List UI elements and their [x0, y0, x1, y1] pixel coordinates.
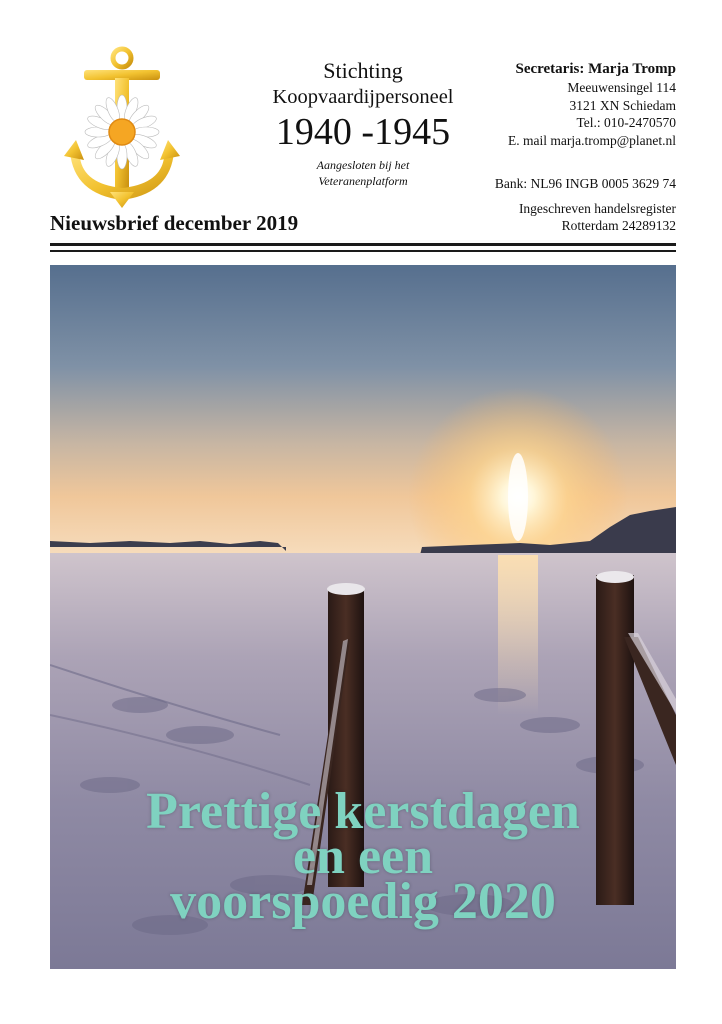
- register-line2: Rotterdam 24289132: [561, 218, 676, 233]
- secretary-name: Secretaris: Marja Tromp: [515, 61, 676, 77]
- contact-block: [508, 60, 676, 149]
- bank-account: Bank: NL96 INGB 0005 3629 74: [494, 176, 676, 191]
- affiliation-line2: Veteranenplatform: [318, 174, 408, 188]
- greeting-line1: Prettige kerstdagen: [146, 783, 580, 840]
- greeting-line3: voorspoedig 2020: [170, 873, 556, 930]
- affiliation-line1: Aangesloten bij het: [316, 158, 410, 172]
- contact-email[interactable]: E. mail marja.tromp@planet.nl: [507, 132, 676, 148]
- contact-street: Meeuwensingel 114: [567, 80, 676, 95]
- header-divider-thin: [50, 250, 676, 252]
- organization-header: [238, 58, 488, 189]
- cover-photo-frozen-lake: [50, 265, 676, 969]
- trade-register: [519, 200, 676, 234]
- org-years: 1940 -1945: [275, 111, 451, 153]
- register-line1: Ingeschreven handelsregister: [518, 201, 676, 216]
- christmas-greeting: [50, 783, 676, 930]
- newsletter-issue-title: Nieuwsbrief december 2019: [50, 211, 299, 235]
- greeting-line2: en een: [292, 828, 434, 885]
- contact-city: 3121 XN Schiedam: [569, 97, 676, 113]
- org-name-line2: Koopvaardijpersoneel: [272, 86, 454, 108]
- contact-phone: Tel.: 010-2470570: [576, 115, 676, 130]
- org-name-line1: Stichting: [323, 58, 403, 83]
- header-divider-thick: [50, 243, 676, 246]
- anchor-daisy-logo-icon: [60, 44, 184, 210]
